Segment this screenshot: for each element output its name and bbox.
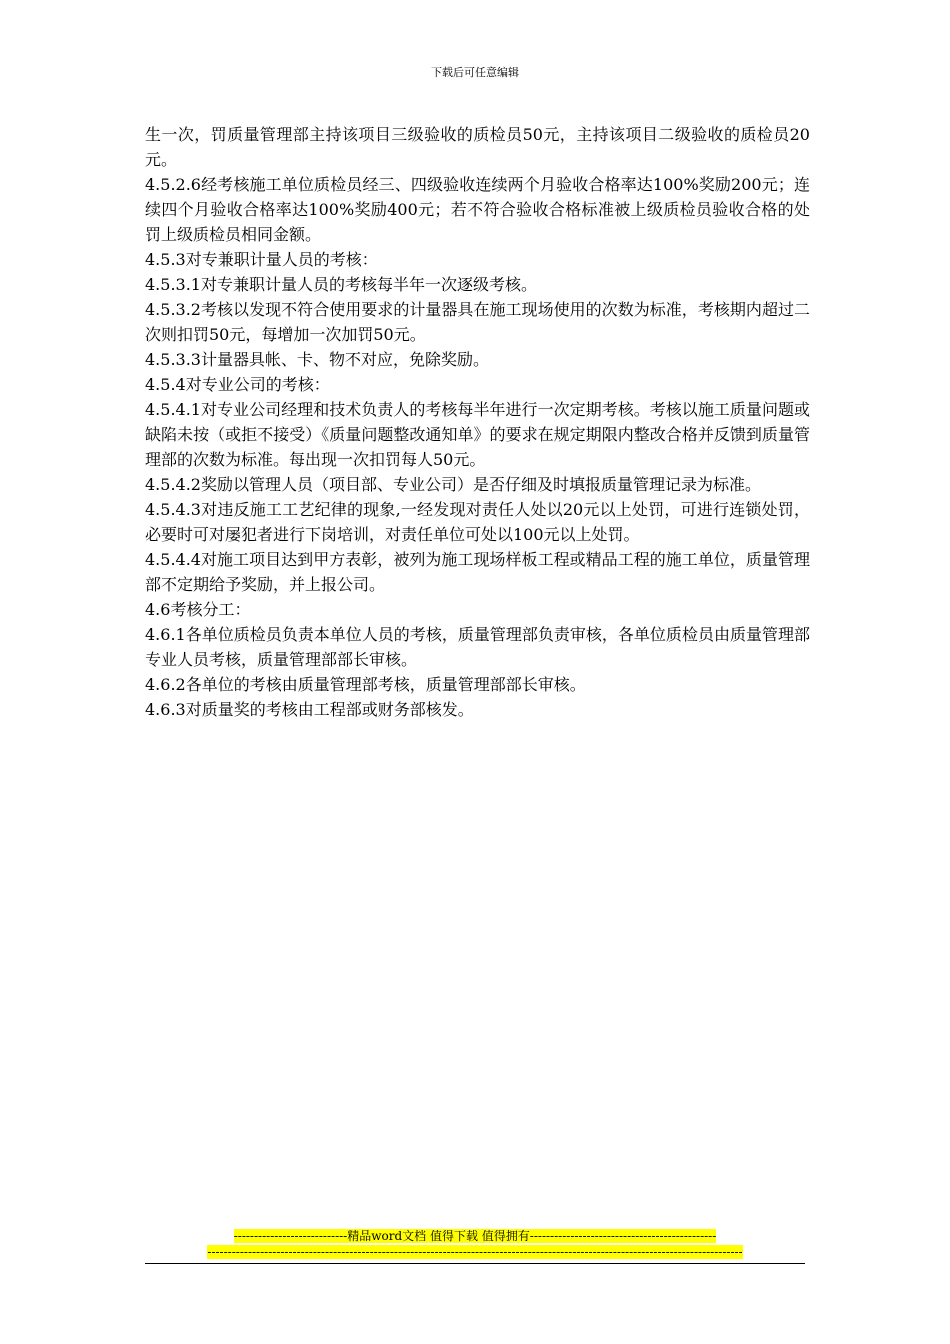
paragraph: 生一次，罚质量管理部主持该项目三级验收的质检员50元，主持该项目二级验收的质检员20元。	[145, 125, 810, 169]
footer-banner	[0, 1228, 950, 1244]
footer-divider	[145, 1263, 805, 1264]
section-heading: 4.5.4对专业公司的考核：	[145, 375, 330, 394]
header-note: 下载后可任意编辑	[431, 66, 519, 79]
paragraph: 4.5.4.4对施工项目达到甲方表彰，被列为施工现场样板工程或精品工程的施工单位，质量管理部不定期给予奖励，并上报公司。	[145, 550, 810, 594]
paragraph: 4.5.3.3计量器具帐、卡、物不对应，免除奖励。	[145, 350, 489, 369]
section-heading: 4.6考核分工：	[145, 600, 251, 619]
paragraph: 4.5.4.2奖励以管理人员（项目部、专业公司）是否仔细及时填报质量管理记录为标准。	[145, 475, 761, 494]
document-body	[145, 122, 810, 722]
paragraph: 4.5.2.6经考核施工单位质检员经三、四级验收连续两个月验收合格率达100%奖励200元；连续四个月验收合格率达100%奖励400元；若不符合验收合格标准被上级质检员验收合格的处罚上级质检员相同金额。	[145, 175, 810, 244]
section-heading: 4.5.3对专兼职计量人员的考核：	[145, 250, 378, 269]
footer-dash-line	[0, 1244, 950, 1260]
paragraph: 4.6.2各单位的考核由质量管理部考核，质量管理部部长审核。	[145, 675, 586, 694]
paragraph: 4.6.3对质量奖的考核由工程部或财务部核发。	[145, 700, 474, 719]
paragraph: 4.5.4.3对违反施工工艺纪律的现象,一经发现对责任人处以20元以上处罚，可进行连锁处罚，必要时可对屡犯者进行下岗培训，对责任单位可处以100元以上处罚。	[145, 500, 810, 544]
footer-banner-text: ----------------------------精品word文档 值得下载 值得拥有----------------------------------------------	[233, 1229, 717, 1243]
paragraph: 4.6.1各单位质检员负责本单位人员的考核，质量管理部负责审核，各单位质检员由质量管理部专业人员考核，质量管理部部长审核。	[145, 625, 810, 669]
paragraph: 4.5.4.1对专业公司经理和技术负责人的考核每半年进行一次定期考核。考核以施工质量问题或缺陷未按（或拒不接受）《质量问题整改通知单》的要求在规定期限内整改合格并反馈到质量管理部的次数为标准。每出现一次扣罚每人50元。	[145, 400, 810, 469]
paragraph: 4.5.3.1对专兼职计量人员的考核每半年一次逐级考核。	[145, 275, 537, 294]
footer-dash-text: ------------------------------------------------------------------------------------------------------------------------------------	[207, 1245, 743, 1259]
paragraph: 4.5.3.2考核以发现不符合使用要求的计量器具在施工现场使用的次数为标准，考核期内超过二次则扣罚50元，每增加一次加罚50元。	[145, 300, 810, 344]
